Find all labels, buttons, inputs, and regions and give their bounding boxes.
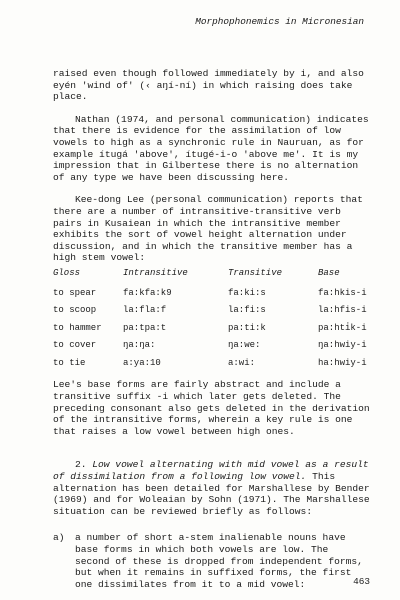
- page-body: [53, 68, 371, 590]
- cell-transitive: la:fi:s: [228, 305, 266, 316]
- list-text: a number of short a-stem inalienable nouns have base forms in which both vowels are low. The second of these is dropped from independent forms, but when it remains in suffixed forms, the first one dissimilates from it to a mid vowel:: [75, 532, 363, 590]
- table-row: [53, 303, 371, 321]
- list-label: a): [53, 532, 65, 544]
- paragraph-nathan: Nathan (1974, and personal communication) indicates that there is evidence for the assimilation of low vowels to high as a synchronic rule in Nauruan, as for example ítugá 'above', ítugé-i-o 'above me'. It is my impression that in Gilbertese there is no alternation of any type we have been discussing here.: [53, 113, 369, 183]
- cell-intransitive: pa:tpa:t: [123, 322, 167, 333]
- page-number: 463: [353, 576, 370, 587]
- cell-gloss: to hammer: [53, 322, 102, 333]
- section-text: This alternation has been detailed for Marshallese by Bender (1969) and for Woleaian by Sohn (1971). The Marshallese situation can be reviewed briefly as follows:: [53, 471, 370, 517]
- paragraph-continuation: raised even though followed immediately by i, and also eyén 'wind of' (‹ aŋí-ní) in which raising does take place.: [53, 68, 364, 103]
- paragraph-base-forms: Lee's base forms are fairly abstract and include a transitive suffix -i which later gets deleted. The preceding consonant also gets deleted in the derivation of the intransitive forms, wherein a key rule is one that raises a low vowel between high ones.: [53, 379, 370, 437]
- cell-base: fa:hkis-i: [318, 287, 367, 298]
- cell-intransitive: la:fla:f: [123, 305, 167, 316]
- cell-base: ŋa:hwiy-i: [318, 340, 367, 351]
- section-2-paragraph: [53, 459, 371, 517]
- cell-intransitive: a:ya:10: [123, 357, 161, 368]
- table-row: [53, 321, 371, 339]
- cell-gloss: to scoop: [53, 305, 97, 316]
- list-item-a: [53, 532, 371, 590]
- section-heading-italic: Low vowel alternating with mid vowel as a result of dissimilation from a following low vowel.: [53, 459, 369, 483]
- table-row: [53, 286, 371, 304]
- cell-transitive: fa:ki:s: [228, 287, 266, 298]
- col-header-transitive: Transitive: [228, 267, 283, 278]
- cell-gloss: to tie: [53, 357, 86, 368]
- table-row: [53, 338, 371, 356]
- cell-intransitive: fa:kfa:k9: [123, 287, 172, 298]
- cell-gloss: to spear: [53, 287, 97, 298]
- cell-transitive: ŋa:we:: [228, 340, 261, 351]
- col-header-base: Base: [318, 267, 340, 278]
- col-header-gloss: Gloss: [53, 267, 81, 278]
- table-header-row: [53, 268, 371, 286]
- cell-base: pa:hti̇k-i: [318, 322, 367, 333]
- vowel-alternation-table: [53, 268, 371, 374]
- table-row: [53, 356, 371, 374]
- running-header: Morphophonemics in Micronesian: [195, 16, 364, 27]
- section-number: 2.: [75, 459, 87, 471]
- paragraph-lee: Kee-dong Lee (personal communication) reports that there are a number of intransitive-transitive verb pairs in Kusaiean in which the intransitive member exhibits the sort of vowel height alternation under discussion, and in which the transitive member has a high stem vowel:: [53, 194, 363, 264]
- col-header-intransitive: Intransitive: [123, 267, 188, 278]
- cell-base: la:hfis-i: [318, 305, 367, 316]
- cell-transitive: pa:ti:k: [228, 322, 266, 333]
- cell-transitive: a:wi:: [228, 357, 256, 368]
- cell-base: ha:hwiy-i: [318, 357, 367, 368]
- cell-gloss: to cover: [53, 340, 97, 351]
- cell-intransitive: ŋa:ŋa:: [123, 340, 156, 351]
